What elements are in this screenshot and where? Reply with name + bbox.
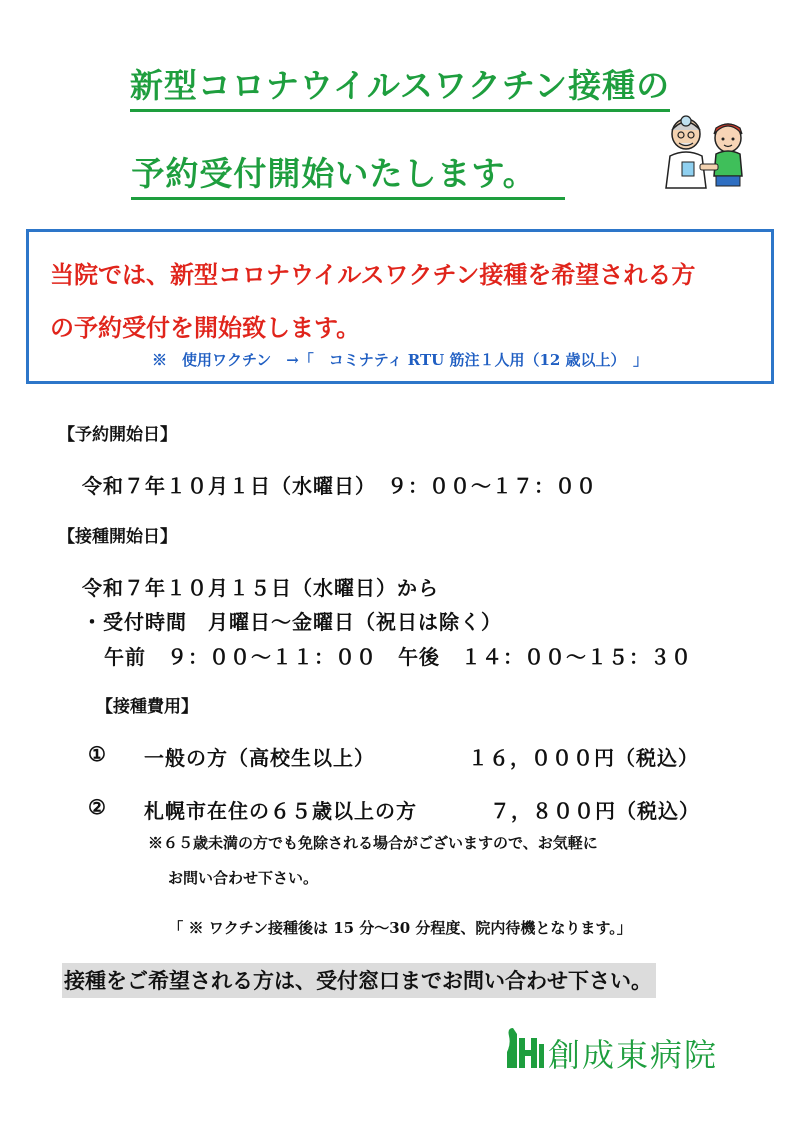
vaccination-heading: 【接種開始日】	[58, 527, 177, 547]
reservation-date: 令和７年１０月１日（水曜日） ９：００～１７：００	[82, 474, 597, 498]
hospital-logo-icon	[505, 1026, 545, 1070]
title-line-2: 予約受付開始いたします。	[0, 148, 748, 195]
fee-item-price: ７，８００円（税込）	[490, 799, 700, 823]
vaccination-start: 令和７年１０月１５日（水曜日）から	[82, 576, 439, 600]
fee-item-label: 札幌市在住の６５歳以上の方	[144, 799, 417, 823]
fees-heading: 【接種費用】	[96, 697, 198, 717]
contact-line: 接種をご希望される方は、受付窓口までお問い合わせ下さい。	[62, 963, 656, 998]
vaccine-note: ※ 使用ワクチン →「 コミナティ RTU 筋注１人用（12 歳以上） 」	[151, 351, 649, 369]
title-line-1: 新型コロナウイルスワクチン接種の	[0, 60, 800, 107]
hospital-name: 創成東病院	[548, 1036, 719, 1074]
doctor-child-illustration	[656, 112, 748, 190]
notice-line-1: 当院では、新型コロナウイルスワクチン接種を希望される方	[50, 260, 696, 289]
fee-item-mark: ①	[88, 742, 107, 766]
fee-item-mark: ②	[88, 795, 107, 819]
reception-hours-label: ・受付時間 月曜日～金曜日（祝日は除く）	[82, 610, 502, 634]
exemption-note-1: ※６５歳未満の方でも免除される場合がございますので、お気軽に	[148, 834, 598, 852]
waiting-note: 「 ※ ワクチン接種後は 15 分～30 分程度、院内待機となります。」	[168, 919, 632, 937]
notice-line-2: の予約受付を開始致します。	[50, 313, 361, 342]
exemption-note-2: お問い合わせ下さい。	[168, 869, 319, 887]
fee-item-price: １６，０００円（税込）	[468, 746, 699, 770]
fee-item-label: 一般の方（高校生以上）	[144, 746, 375, 770]
reservation-heading: 【予約開始日】	[58, 425, 177, 445]
reception-hours: 午前 ９：００～１１：００ 午後 １４：００～１５：３０	[104, 645, 692, 669]
